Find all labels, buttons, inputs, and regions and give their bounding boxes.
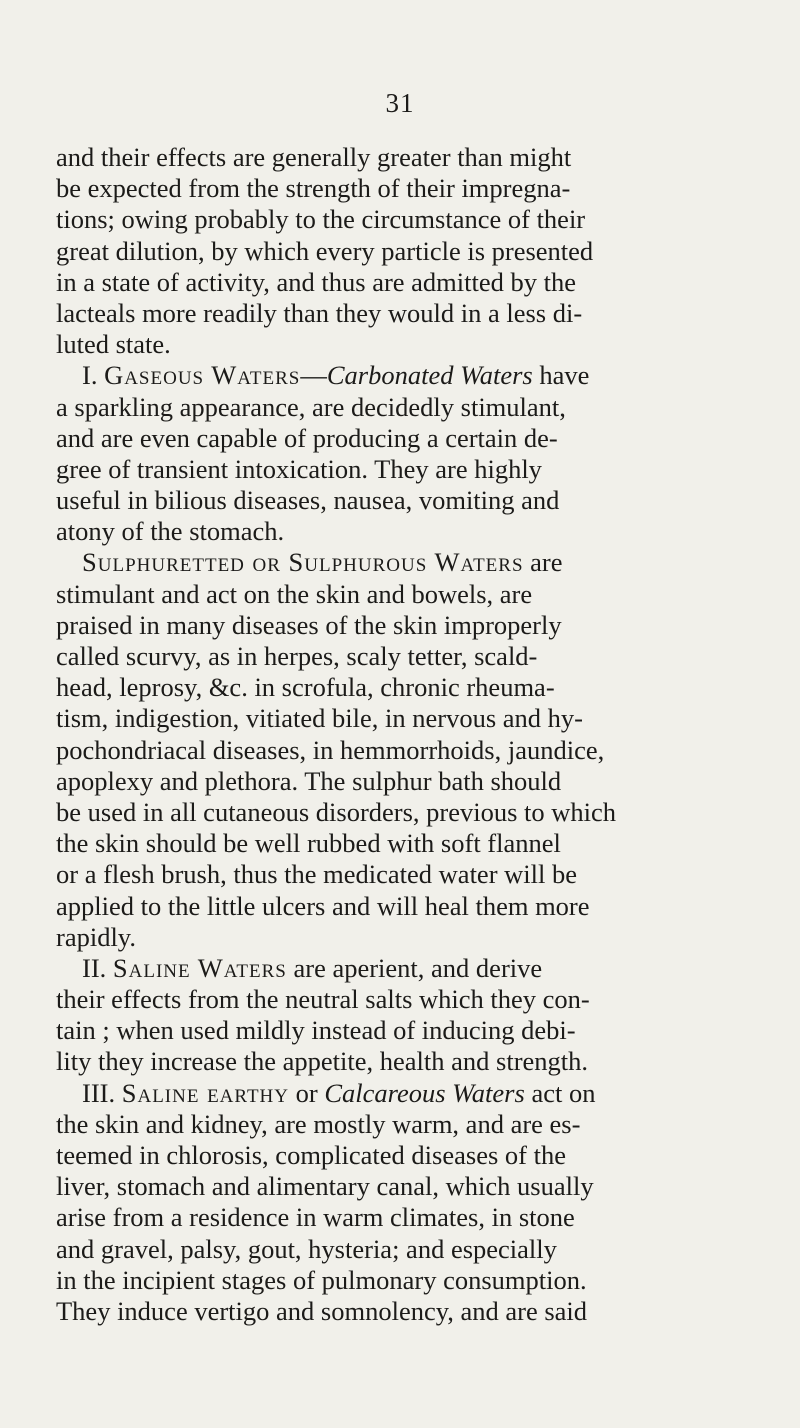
text-run: praised in many diseases of the skin improperly	[56, 609, 562, 640]
text-run: luted state.	[56, 329, 171, 360]
text-run: stimulant and act on the skin and bowels, are	[56, 578, 533, 609]
text-line	[56, 1109, 776, 1140]
text-line	[56, 641, 776, 672]
text-run: and gravel, palsy, gout, hysteria; and especially	[56, 1233, 557, 1264]
text-run: be expected from the strength of their impregna-	[56, 173, 571, 204]
text-run: teemed in chlorosis, complicated diseases of the	[56, 1140, 566, 1170]
text-line	[56, 360, 776, 391]
text-run: Carbonated Waters	[326, 360, 533, 391]
text-line	[56, 1078, 776, 1109]
text-line	[56, 547, 776, 578]
text-line	[56, 454, 776, 485]
text-line	[56, 392, 776, 423]
text-line	[56, 236, 776, 267]
text-run: act on	[524, 1077, 596, 1108]
text-run: be used in all cutaneous disorders, previous to which	[56, 796, 617, 827]
text-line	[56, 953, 776, 984]
text-run: called scurvy, as in herpes, scaly tetter, scald-	[56, 641, 538, 671]
text-run: applied to the little ulcers and will heal them more	[56, 890, 590, 921]
text-line	[56, 298, 776, 329]
text-line	[56, 423, 776, 454]
text-run: great dilution, by which every particle is presented	[56, 235, 594, 266]
text-run: apoplexy and plethora. The sulphur bath should	[56, 765, 562, 796]
text-run: lity they increase the appetite, health and strength.	[56, 1046, 589, 1077]
text-line	[56, 828, 776, 859]
text-line	[56, 984, 776, 1015]
text-run: the skin should be well rubbed with soft flannel	[56, 828, 561, 859]
text-run: their effects from the neutral salts which they con-	[56, 984, 590, 1015]
text-line	[56, 1265, 776, 1296]
text-run: tain ; when used mildly instead of inducing debi-	[56, 1015, 576, 1046]
text-run: Saline earthy	[121, 1077, 289, 1108]
text-run: or a flesh brush, thus the medicated water will be	[56, 859, 578, 890]
text-line	[56, 485, 776, 516]
text-line	[56, 610, 776, 641]
text-run: a sparkling appearance, are decidedly stimulant,	[56, 391, 566, 422]
text-line	[56, 735, 776, 766]
text-run: lacteals more readily than they would in a less di-	[56, 297, 583, 328]
text-line	[56, 1015, 776, 1046]
text-line	[56, 142, 776, 173]
text-line	[56, 516, 776, 547]
text-run: in the incipient stages of pulmonary consumption.	[56, 1264, 587, 1295]
text-run: tism, indigestion, vitiated bile, in nervous and hy-	[56, 703, 583, 734]
text-run: in a state of activity, and thus are admitted by the	[56, 266, 577, 297]
page-number: 31	[385, 88, 415, 118]
text-run: Gaseous Waters	[104, 360, 301, 391]
text-line	[56, 204, 776, 235]
text-run: Calcareous Waters	[324, 1077, 525, 1108]
text-line	[56, 672, 776, 703]
text-line	[56, 797, 776, 828]
text-run: have	[532, 360, 590, 391]
text-run: tions; owing probably to the circumstance of their	[56, 204, 586, 235]
text-run: II.	[82, 952, 113, 983]
text-run: head, leprosy, &c. in scrofula, chronic rheuma-	[56, 672, 555, 703]
text-line	[56, 267, 776, 298]
text-line	[56, 922, 776, 953]
text-run: are	[523, 547, 563, 578]
text-run: and their effects are generally greater than might	[56, 142, 572, 172]
text-line	[56, 1234, 776, 1265]
text-line	[56, 766, 776, 797]
text-run: or	[289, 1077, 325, 1108]
text-run: They induce vertigo and somnolency, and are said	[56, 1295, 588, 1326]
text-line	[56, 859, 776, 890]
text-run: liver, stomach and alimentary canal, which usually	[56, 1171, 594, 1202]
text-line	[56, 1140, 776, 1171]
body-text	[56, 142, 776, 1327]
text-run: pochondriacal diseases, in hemmorrhoids, jaundice,	[56, 734, 605, 765]
text-line	[56, 1296, 776, 1327]
text-run: are aperient, and derive	[286, 952, 543, 983]
text-line	[56, 1171, 776, 1202]
text-run: useful in bilious diseases, nausea, vomiting and	[56, 485, 560, 516]
text-line	[56, 1046, 776, 1077]
text-run: and are even capable of producing a certain de-	[56, 422, 558, 453]
text-run: the skin and kidney, are mostly warm, and are es-	[56, 1108, 581, 1139]
text-line	[56, 329, 776, 360]
text-line	[56, 173, 776, 204]
text-line	[56, 1202, 776, 1233]
text-run: Saline Waters	[112, 952, 287, 983]
text-run: —	[300, 360, 327, 391]
text-run: rapidly.	[56, 921, 136, 952]
text-line	[56, 891, 776, 922]
text-run: arise from a residence in warm climates, in stone	[56, 1202, 575, 1233]
text-run: gree of transient intoxication. They are highly	[56, 453, 542, 484]
text-run: III.	[82, 1077, 122, 1108]
text-line	[56, 703, 776, 734]
text-line	[56, 579, 776, 610]
text-run: I.	[82, 360, 105, 391]
text-run: Sulphuretted or Sulphurous Waters	[82, 547, 524, 578]
text-run: atony of the stomach.	[56, 516, 285, 547]
